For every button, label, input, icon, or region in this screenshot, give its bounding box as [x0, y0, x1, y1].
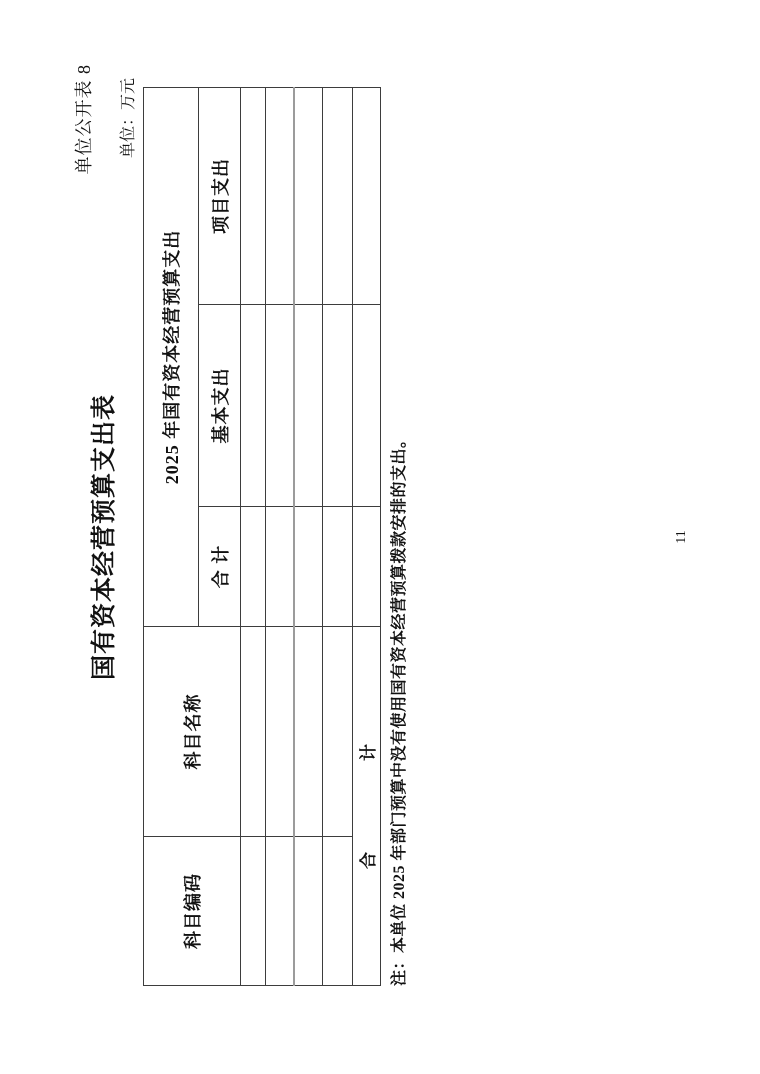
table-cell [241, 305, 266, 507]
table-row [241, 87, 266, 985]
header-year-span: 2025 年国有资本经营预算支出 [144, 87, 199, 626]
table-body [241, 87, 353, 985]
table-cell [323, 507, 353, 627]
table-cell [266, 627, 294, 837]
table-cell [241, 627, 266, 837]
table-cell [294, 627, 323, 837]
page-title: 国有资本经营预算支出表 [91, 394, 118, 681]
table-cell [266, 87, 294, 304]
table-cell [323, 837, 353, 986]
table-cell [266, 837, 294, 986]
table-cell [294, 305, 323, 507]
header-subject-code: 科目编码 [144, 837, 241, 986]
footnote: 注：本单位 2025 年部门预算中没有使用国有资本经营预算拨款安排的支出。 [391, 431, 408, 986]
table-cell [294, 837, 323, 986]
unit-label: 单位：万元 [120, 78, 137, 159]
budget-table [143, 87, 381, 986]
total-row-label: 合 计 [353, 627, 381, 986]
table-cell [294, 87, 323, 304]
table-cell [323, 87, 353, 304]
doc-table-label: 单位公开表 8 [74, 64, 94, 175]
table-cell [266, 507, 294, 627]
header-basic: 基本支出 [199, 305, 241, 507]
table-cell [241, 507, 266, 627]
table-row [294, 87, 323, 985]
total-row-basic-cell [353, 305, 381, 507]
page-number: 11 [674, 530, 689, 544]
header-subject-name: 科目名称 [144, 627, 241, 837]
header-total: 合 计 [199, 507, 241, 627]
table-cell [294, 507, 323, 627]
table-cell [323, 627, 353, 837]
total-row-project-cell [353, 87, 381, 304]
table-cell [241, 87, 266, 304]
table-row [266, 87, 294, 985]
table-cell [241, 837, 266, 986]
total-row-total-cell [353, 507, 381, 627]
header-row-1 [144, 87, 199, 985]
table-row [323, 87, 353, 985]
table-cell [323, 305, 353, 507]
header-project: 项目支出 [199, 87, 241, 304]
total-row [353, 87, 381, 985]
table-cell [266, 305, 294, 507]
